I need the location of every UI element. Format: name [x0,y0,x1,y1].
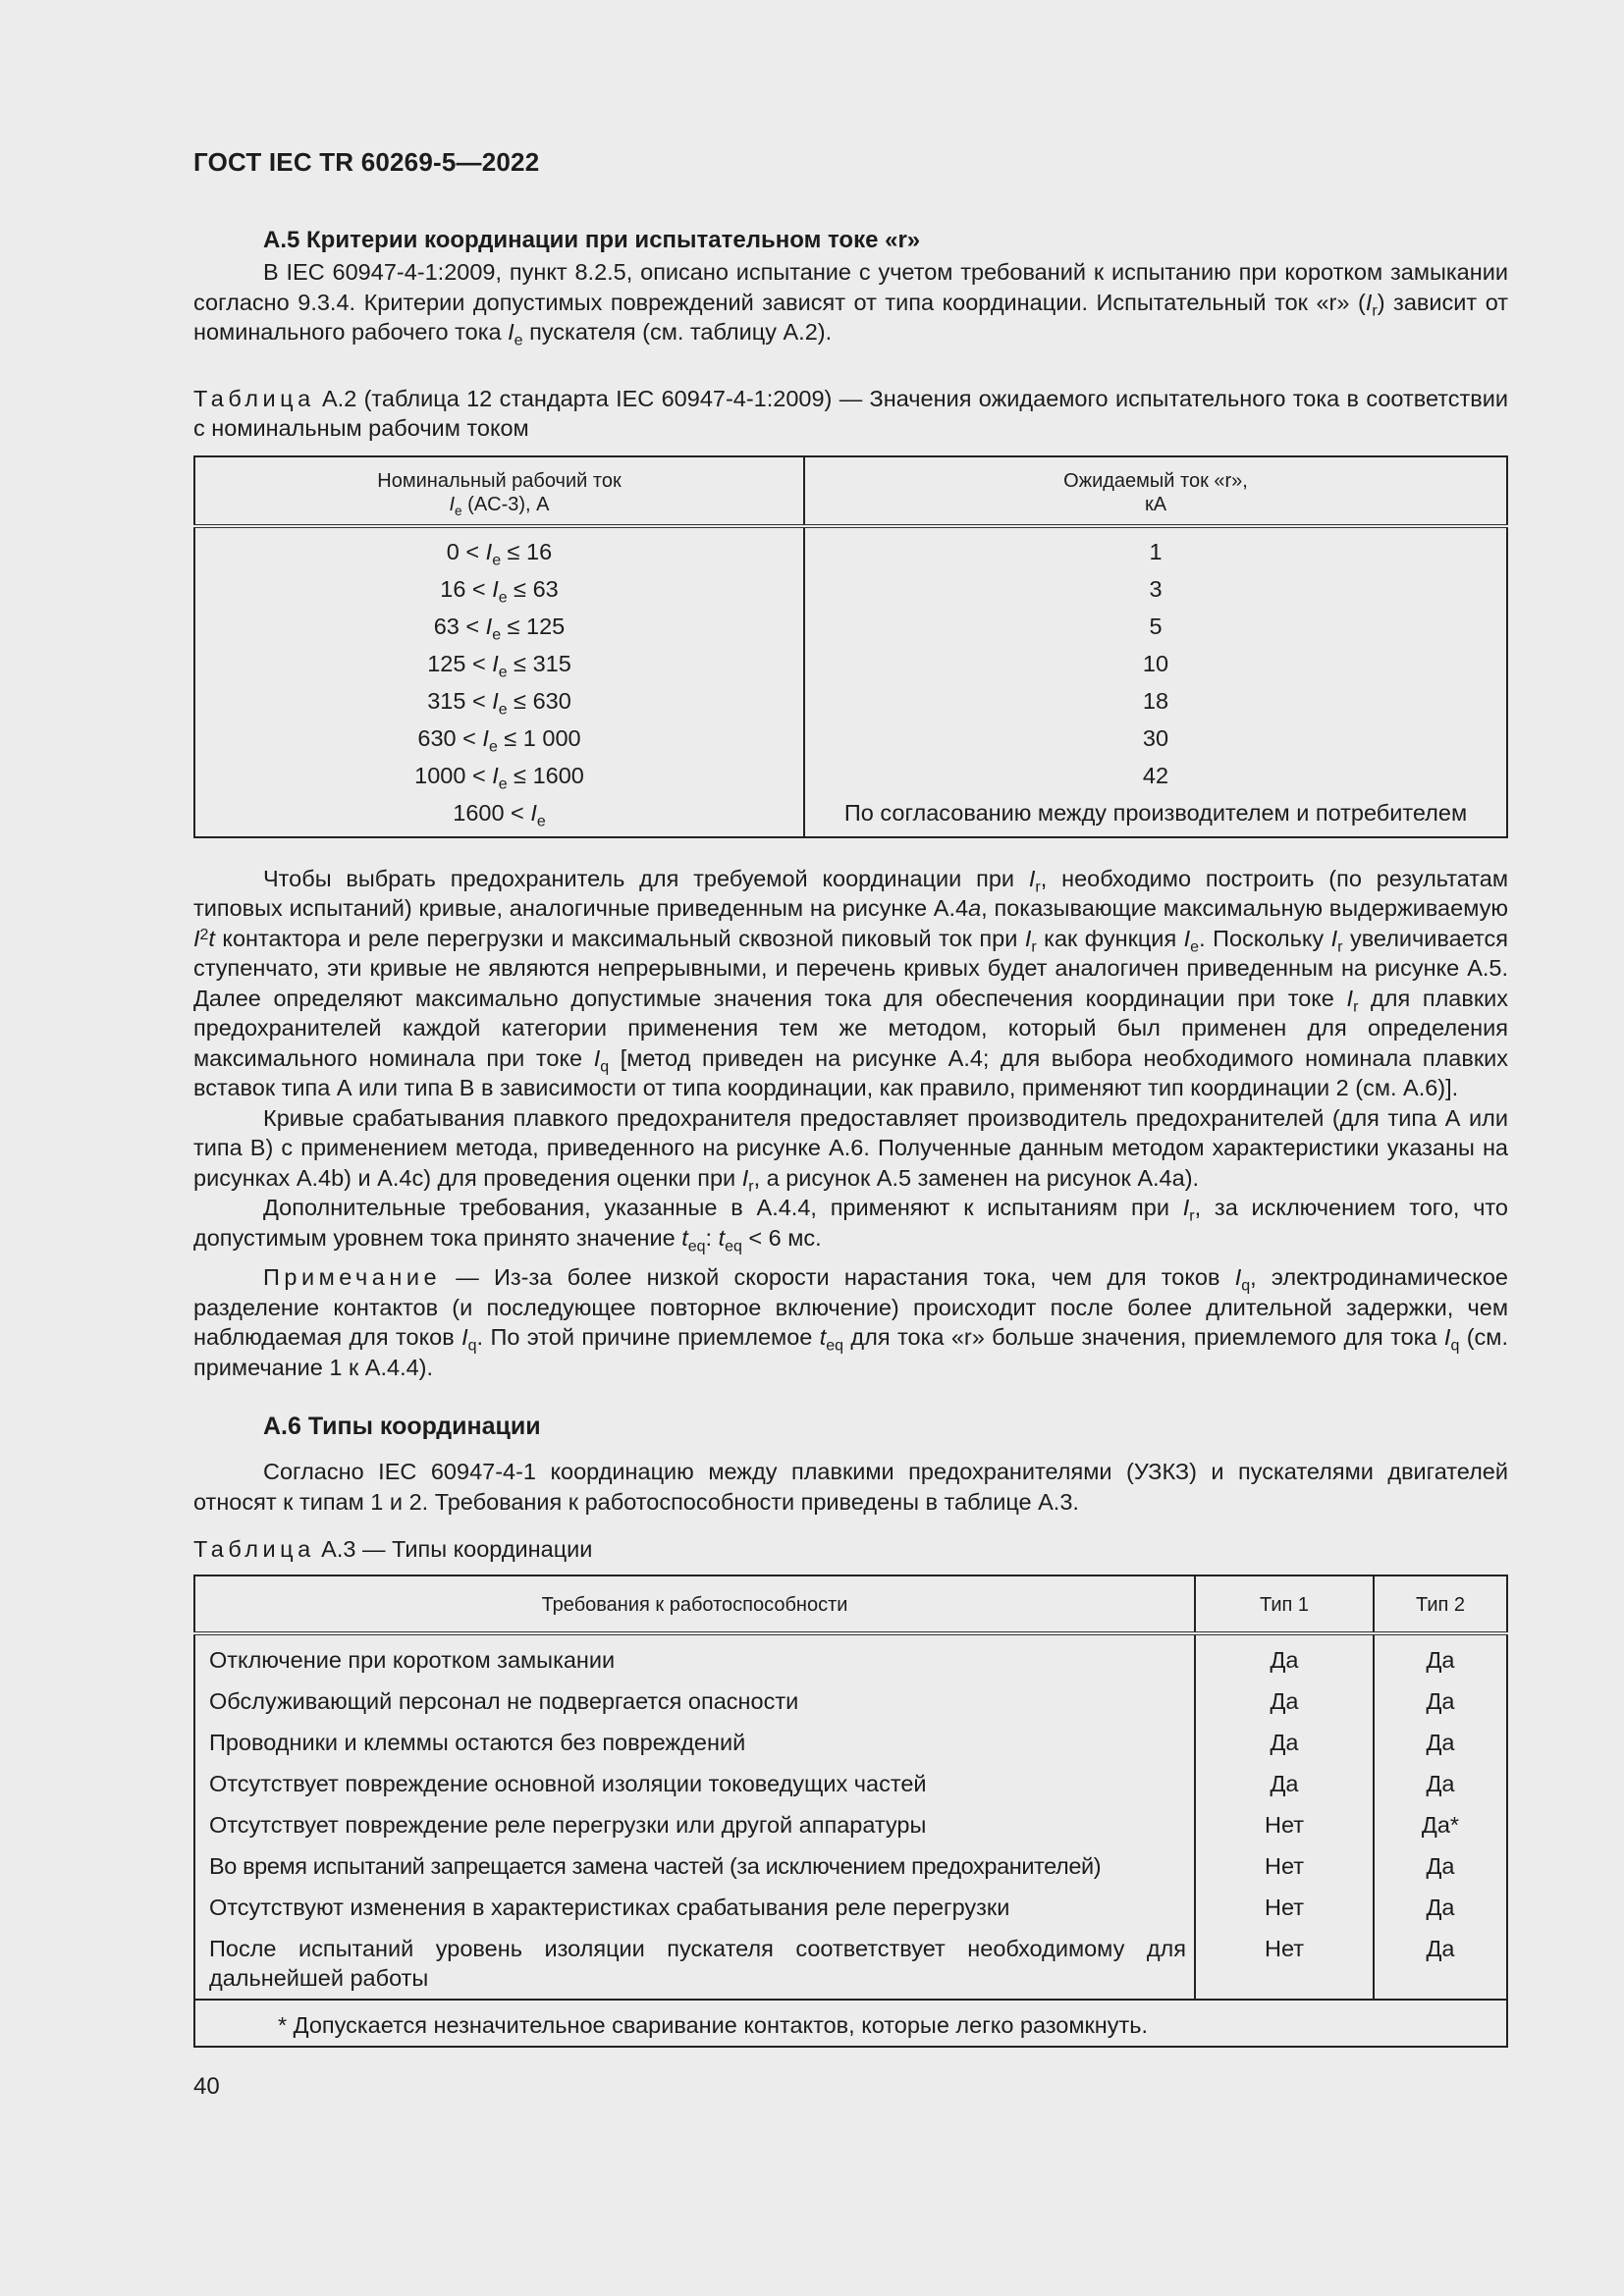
table-a3-type2-cell: Да [1374,1889,1507,1930]
table-a2-value-cell: По согласованию между производителем и потребителем [804,795,1507,837]
table-a3 [193,1575,1508,2049]
table-a2-value-cell: 18 [804,683,1507,721]
table-row [194,1847,1507,1889]
table-row [194,795,1507,837]
table-row [194,721,1507,758]
section-a6-heading: А.6 Типы координации [263,1413,541,1440]
table-a2-range-cell: $1600 < I_e$ [194,795,804,837]
table-a3-type1-cell: Нет [1195,1930,1374,2000]
table-a2-range-cell: $0 < I_e \le 16$ [194,526,804,571]
table-a3-caption: Таблица А.3 — Типы координации [193,1536,593,1562]
table-row [194,1806,1507,1847]
table-a3-requirement-cell: Обслуживающий персонал не подвергается опасности [194,1682,1195,1724]
table-a2-value-cell: 1 [804,526,1507,571]
table-row [194,1930,1507,2000]
table-a2-range-cell: $63 < I_e \le 125$ [194,609,804,646]
table-a2-range-cell: $1000 < I_e \le 1600$ [194,758,804,795]
note-paragraph: Примечание — Из-за более низкой скорости нарастания тока, чем для токов $I_q$, электродинамическое разделение контактов (и последующее повторное включение) происходит после более длительной задержки, чем наблюдаемая для токов $I_q$. По этой причине приемлемое $t_{eq}$ для тока «r» больше значения, приемлемого для тока $I_q$ (см. примечание 1 к А.4.4). [193,1264,1508,1380]
table-a3-header-type2: Тип 2 [1374,1575,1507,1634]
page-number: 40 [193,2073,220,2100]
table-a3-requirement-cell: Во время испытаний запрещается замена частей (за исключением предохранителей) [194,1847,1195,1889]
table-a3-header-type1: Тип 1 [1195,1575,1374,1634]
table-a2-value-cell: 30 [804,721,1507,758]
table-a2-header-expected-current: Ожидаемый ток «r», кА [804,456,1507,526]
table-a3-type2-cell: Да [1374,1765,1507,1806]
table-row [194,526,1507,571]
table-a3-type1-cell: Нет [1195,1806,1374,1847]
table-a3-footnote-row [194,2000,1507,2047]
table-a2-caption: Таблица А.2 (таблица 12 стандарта IEC 60947-4-1:2009) — Значения ожидаемого испытательного тока в соответствии с номинальным рабочим током [193,385,1508,441]
table-row [194,1633,1507,1682]
table-row [194,1889,1507,1930]
table-a3-type1-cell: Нет [1195,1847,1374,1889]
table-row [194,646,1507,683]
table-a3-requirement-cell: Проводники и клеммы остаются без повреждений [194,1724,1195,1765]
paragraph-choose-fuse: Чтобы выбрать предохранитель для требуемой координации при $I_r$, необходимо построить (по результатам типовых испытаний) кривые, аналогичные приведенным на рисунке А.4a, показывающие максимальную выдерживаемую $I^2t$ контактора и реле перегрузки и максимальный сквозной пиковый ток при $I_r$ как функция $I_e$. Поскольку $I_r$ увеличивается ступенчато, эти кривые не являются непрерывными, и перечень кривых будет аналогичен приведенным на рисунке А.5. Далее определяют максимально допустимые значения тока для обеспечения координации при токе $I_r$ для плавких предохранителей каждой категории применения тем же методом, который был применен для определения максимального номинала при токе $I_q$ [метод приведен на рисунке А.4; для выбора необходимого номинала плавких вставок типа А или типа В в зависимости от типа координации, как правило, применяют тип координации 2 (см. А.6)]. [193,865,1508,1100]
table-a3-type2-cell: Да* [1374,1806,1507,1847]
table-row [194,758,1507,795]
table-a3-type1-cell: Да [1195,1633,1374,1682]
table-a3-type2-cell: Да [1374,1847,1507,1889]
paragraph-fuse-curves: Кривые срабатывания плавкого предохранителя предоставляет производитель предохранителей (для типа А или типа В) с применением метода, приведенного на рисунке А.6. Полученные данным методом характеристики указаны на рисунках А.4b) и А.4c) для проведения оценки при $I_r$, а рисунок А.5 заменен на рисунок А.4a). [193,1104,1508,1196]
table-row [194,1682,1507,1724]
table-a3-type1-cell: Да [1195,1682,1374,1724]
table-row [194,609,1507,646]
table-a3-footnote: * Допускается незначительное сваривание контактов, которые легко разомкнуть. [194,2000,1507,2047]
table-a3-type1-cell: Да [1195,1765,1374,1806]
table-a3-requirement-cell: Отсутствует повреждение реле перегрузки или другой аппаратуры [194,1806,1195,1847]
table-a2-range-cell: $16 < I_e \le 63$ [194,571,804,609]
page-content [193,224,1508,2048]
table-a3-header-requirements: Требования к работоспособности [194,1575,1195,1634]
paragraph-additional-requirements: Дополнительные требования, указанные в А.4.4, применяют к испытаниям при $I_r$, за исключением того, что допустимым уровнем тока принято значение $t_{eq}$: $t_{eq} < 6$ мс. [193,1195,1509,1255]
document-header: ГОСТ IEC TR 60269-5—2022 [193,147,540,177]
table-a2 [193,455,1508,838]
section-a5-intro: В IEC 60947-4-1:2009, пункт 8.2.5, описано испытание с учетом требований к испытанию при коротком замыкании согласно 9.3.4. Критерии допустимых повреждений зависят от типа координации. Испытательный ток «r» $(I_r)$ зависит от номинального рабочего тока $I_e$ пускателя (см. таблицу А.2). [193,259,1509,349]
table-a2-value-cell: 5 [804,609,1507,646]
table-a2-value-cell: 3 [804,571,1507,609]
table-a3-type2-cell: Да [1374,1724,1507,1765]
table-a2-range-cell: $315 < I_e \le 630$ [194,683,804,721]
table-a3-requirement-cell: Отключение при коротком замыкании [194,1633,1195,1682]
table-a2-value-cell: 10 [804,646,1507,683]
table-a2-range-cell: $630 < I_e \le 1$ 000 [194,721,804,758]
table-a2-value-cell: 42 [804,758,1507,795]
table-a3-type1-cell: Нет [1195,1889,1374,1930]
table-row [194,571,1507,609]
table-a3-type2-cell: Да [1374,1682,1507,1724]
table-a2-range-cell: $125 < I_e \le 315$ [194,646,804,683]
table-a2-header-rated-current: Номинальный рабочий ток $I_e$ (AC-3), А [194,456,804,526]
section-a5-heading: А.5 Критерии координации при испытательном токе «r» [263,227,921,253]
table-a3-requirement-cell: Отсутствуют изменения в характеристиках срабатывания реле перегрузки [194,1889,1195,1930]
table-a3-type2-cell: Да [1374,1930,1507,2000]
table-row [194,1724,1507,1765]
table-a3-requirement-cell: После испытаний уровень изоляции пускателя соответствует необходимому для дальнейшей работы [194,1930,1195,2000]
table-a3-type1-cell: Да [1195,1724,1374,1765]
table-a3-requirement-cell: Отсутствует повреждение основной изоляции токоведущих частей [194,1765,1195,1806]
table-row [194,683,1507,721]
table-row [194,1765,1507,1806]
section-a6-text: Согласно IEC 60947-4-1 координацию между плавкими предохранителями (УЗКЗ) и пускателями двигателей относят к типам 1 и 2. Требования к работоспособности приведены в таблице А.3. [193,1459,1508,1515]
table-a3-type2-cell: Да [1374,1633,1507,1682]
